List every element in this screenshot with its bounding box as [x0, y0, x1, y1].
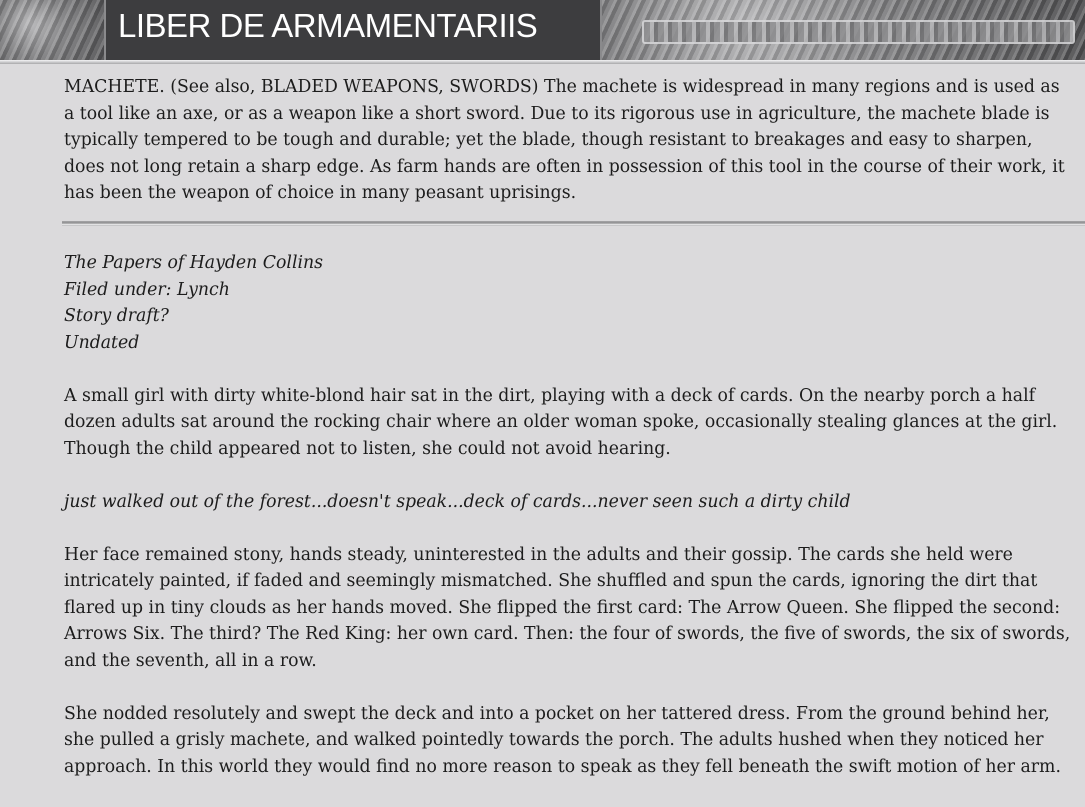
section-divider — [62, 221, 1085, 226]
meta-filed-under: Filed under: Lynch — [64, 279, 230, 300]
entry-section — [64, 74, 1074, 207]
ornament-band — [642, 20, 1075, 44]
meta-source: The Papers of Hayden Collins — [64, 253, 323, 273]
header-rule — [0, 60, 1085, 64]
title-plate — [104, 0, 602, 60]
document-meta — [64, 250, 1074, 356]
document-section — [64, 250, 1074, 807]
page-title: LIBER DE ARMAMENTARIIS — [118, 7, 538, 44]
meta-type: Story draft? — [64, 306, 169, 326]
right-ornament-decoration — [602, 0, 1085, 60]
overheard-quote: just walked out of the forest...doesn't speak...deck of cards...never seen such a dirty child — [64, 491, 851, 512]
left-ornament-decoration — [0, 0, 104, 60]
story-paragraph: She nodded resolutely and swept the deck and into a pocket on her tattered dress. From the ground behind her, she pulled a grisly machete, and walked pointedly towards the porch. The adults hushed when they noticed her approach. In this world they would find no more reason to speak as they fell beneath the swift motion of her arm. — [64, 703, 1061, 777]
story-paragraph: A small girl with dirty white-blond hair sat in the dirt, playing with a deck of cards. On the nearby porch a half dozen adults sat around the rocking chair where an older woman spoke, occasionally stealing glances at the girl. Though the child appeared not to listen, she could not avoid hearing. — [64, 385, 1058, 459]
story-paragraph: Her face remained stony, hands steady, uninterested in the adults and their gossip. The cards she held were intricately painted, if faded and seemingly mismatched. She shuffled and spun the cards, ignoring the dirt that flared up in tiny clouds as her hands moved. She flipped the first card: The Arrow Queen. She flipped the second: Arrows Six. The third? The Red King: her own card. Then: the four of swords, the five of swords, the six of swords, and the seventh, all in a row. — [64, 544, 1071, 671]
header-banner — [0, 0, 1085, 60]
meta-date: Undated — [64, 332, 140, 353]
entry-text: MACHETE. (See also, BLADED WEAPONS, SWORDS) The machete is widespread in many regions and is used as a tool like an axe, or as a weapon like a short sword. Due to its rigorous use in agriculture, the machete blade is typically tempered to be tough and durable; yet the blade, though resistant to breakages and easy to sharpen, does not long retain a sharp edge. As farm hands are often in possession of this tool in the course of their work, it has been the weapon of choice in many peasant uprisings. — [64, 77, 1065, 203]
